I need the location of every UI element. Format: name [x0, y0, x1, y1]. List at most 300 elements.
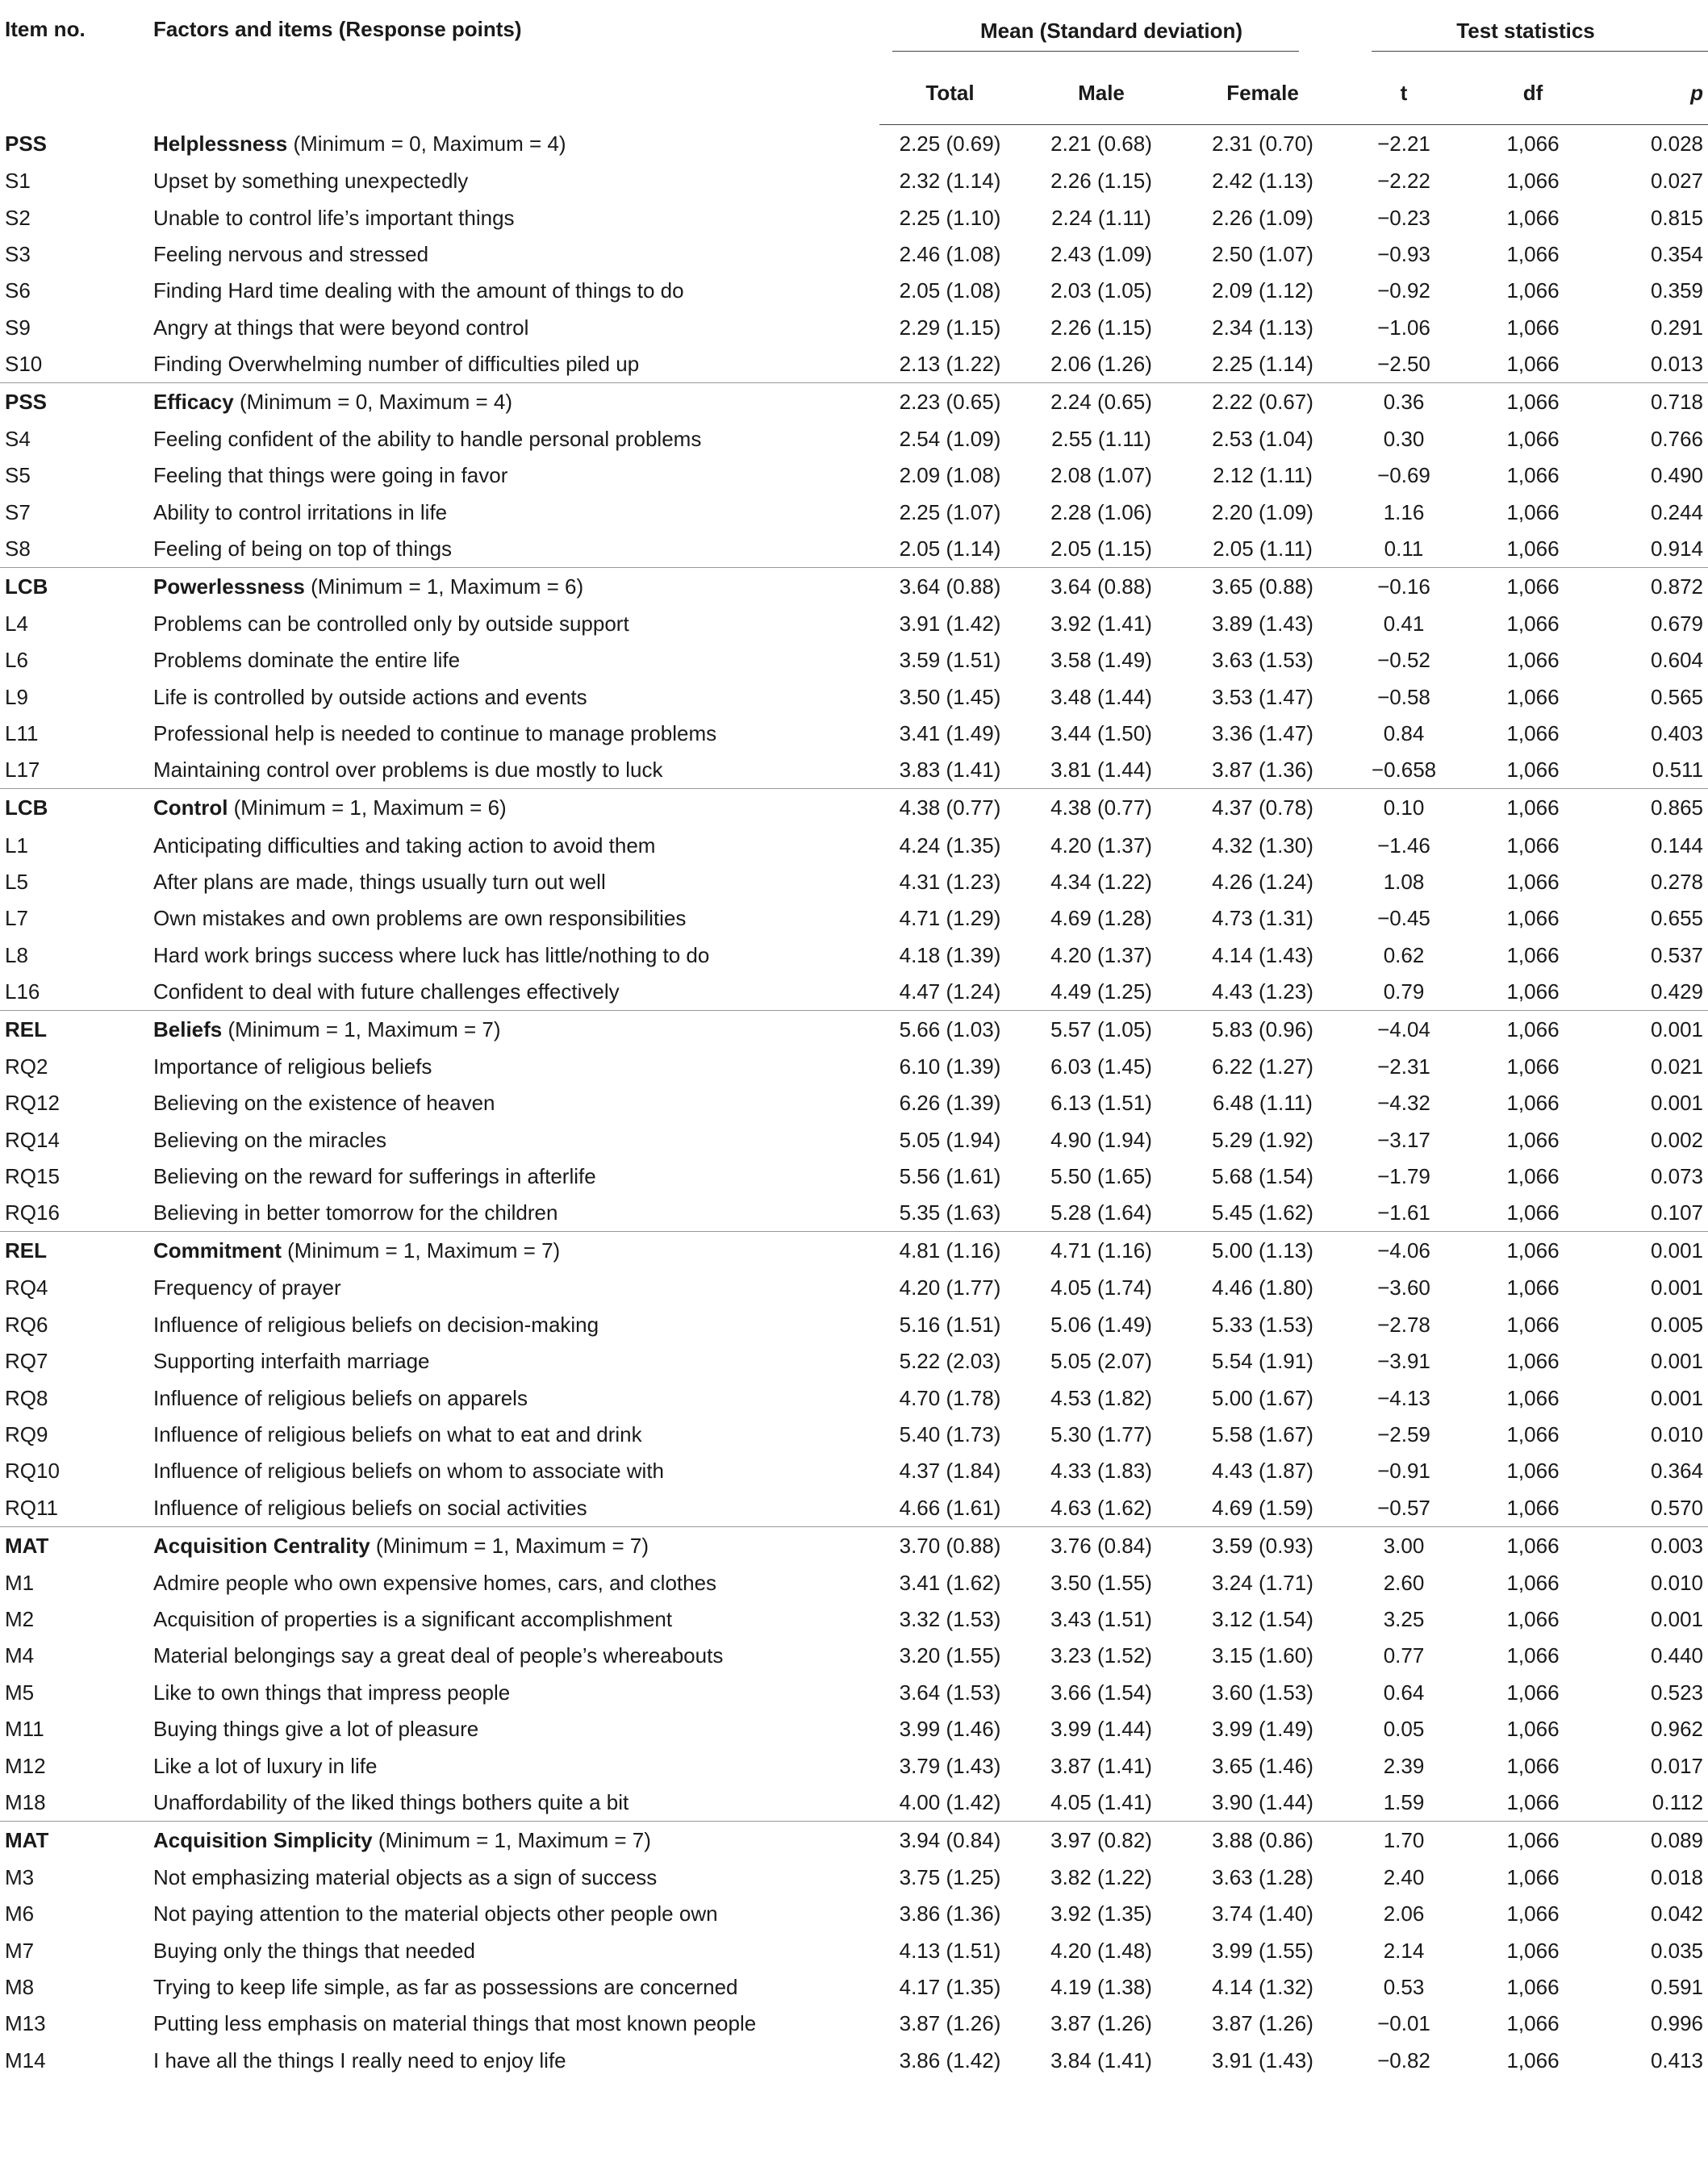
item-text: Finding Hard time dealing with the amount of things to do: [153, 278, 684, 303]
factor-p: 0.028: [1650, 131, 1704, 156]
item-p: 0.010: [1650, 1570, 1704, 1595]
item-total: 2.25 (1.07): [899, 499, 1001, 524]
item-total: 3.99 (1.46): [899, 1717, 1001, 1742]
factor-name: Acquisition Centrality: [153, 1533, 370, 1558]
item-df: 1,066: [1506, 241, 1560, 266]
item-male: 3.50 (1.55): [1050, 1570, 1152, 1595]
item-id: L17: [5, 758, 40, 783]
item-female: 6.22 (1.27): [1212, 1054, 1313, 1079]
item-t: −2.31: [1377, 1054, 1430, 1079]
item-id: S7: [5, 499, 31, 524]
item-text: Not paying attention to the material objects other people own: [153, 1901, 718, 1926]
item-p: 0.679: [1650, 612, 1704, 637]
item-male: 2.06 (1.26): [1050, 351, 1152, 376]
item-df: 1,066: [1506, 942, 1560, 967]
factor-t: 0.10: [1343, 789, 1464, 828]
item-id: RQ15: [5, 1164, 60, 1189]
item-id: L11: [5, 721, 39, 746]
mean-sd-rule: [892, 51, 1299, 52]
item-male: 4.20 (1.37): [1050, 942, 1152, 967]
factor-row: [0, 1526, 1708, 1565]
table-row: [0, 2043, 1708, 2079]
item-male: 3.82 (1.22): [1050, 1864, 1152, 1889]
item-female: 4.14 (1.43): [1212, 942, 1313, 967]
item-male: 4.53 (1.82): [1050, 1385, 1152, 1410]
item-total: 4.24 (1.35): [899, 833, 1001, 858]
item-text: Admire people who own expensive homes, cars, and clothes: [153, 1570, 717, 1595]
item-male: 3.92 (1.35): [1050, 1901, 1152, 1926]
factor-cell: [153, 125, 879, 164]
item-text: Acquisition of properties is a significant accomplishment: [153, 1607, 673, 1632]
item-p: 0.766: [1650, 427, 1704, 452]
item-df: 1,066: [1506, 721, 1560, 746]
factor-row: [0, 1821, 1708, 1860]
item-p: 0.073: [1650, 1164, 1704, 1189]
table-row: [0, 163, 1708, 199]
item-df: 1,066: [1506, 1385, 1560, 1410]
item-t: 0.53: [1383, 1975, 1425, 2000]
item-t: −0.658: [1371, 758, 1437, 783]
item-total: 3.86 (1.36): [899, 1901, 1001, 1926]
item-text: Feeling confident of the ability to handle personal problems: [153, 427, 702, 452]
factor-range: (Minimum = 1, Maximum = 7): [281, 1238, 561, 1263]
item-text: Feeling that things were going in favor: [153, 463, 508, 488]
item-t: 0.62: [1383, 942, 1425, 967]
item-text: Supporting interfaith marriage: [153, 1349, 430, 1374]
item-text: Material belongings say a great deal of people’s whereabouts: [153, 1643, 724, 1668]
scale-code: PSS: [5, 131, 48, 156]
item-t: −0.82: [1377, 2048, 1430, 2073]
item-t: 0.77: [1383, 1643, 1425, 1668]
factor-female: 2.22 (0.67): [1182, 382, 1343, 421]
item-text: Unable to control life’s important things: [153, 205, 515, 230]
factor-total: 2.25 (0.69): [899, 131, 1001, 156]
item-id: S3: [5, 241, 31, 266]
item-df: 1,066: [1506, 427, 1560, 452]
t-header: t: [1343, 61, 1464, 125]
item-t: −1.61: [1377, 1200, 1430, 1225]
item-df: 1,066: [1506, 1864, 1560, 1889]
item-id: RQ2: [5, 1054, 48, 1079]
item-t: 0.11: [1384, 536, 1424, 561]
item-df: 1,066: [1506, 1349, 1560, 1374]
item-total: 4.70 (1.78): [899, 1385, 1001, 1410]
item-id: L6: [5, 648, 28, 673]
item-female: 5.58 (1.67): [1212, 1422, 1313, 1447]
item-id: RQ10: [5, 1459, 60, 1484]
item-male: 4.33 (1.83): [1050, 1459, 1152, 1484]
item-female: 2.42 (1.13): [1212, 169, 1313, 194]
factor-female: 4.37 (0.78): [1182, 789, 1343, 828]
item-total: 3.32 (1.53): [899, 1607, 1001, 1632]
item-male: 4.90 (1.94): [1050, 1127, 1152, 1152]
item-id: S2: [5, 205, 31, 230]
item-id: M6: [5, 1901, 35, 1926]
item-total: 3.86 (1.42): [899, 2048, 1001, 2073]
item-p: 0.354: [1650, 241, 1704, 266]
item-p: 0.018: [1650, 1864, 1704, 1889]
item-male: 4.34 (1.22): [1050, 869, 1152, 894]
item-id: L1: [5, 833, 28, 858]
item-t: −0.52: [1377, 648, 1430, 673]
item-id: L4: [5, 612, 28, 637]
factor-t: −0.16: [1343, 567, 1464, 606]
item-df: 1,066: [1506, 1901, 1560, 1926]
item-total: 4.47 (1.24): [899, 979, 1001, 1004]
item-text: Believing in better tomorrow for the children: [153, 1200, 558, 1225]
item-p: 0.570: [1650, 1495, 1704, 1520]
item-female: 3.53 (1.47): [1212, 684, 1313, 709]
item-male: 3.66 (1.54): [1050, 1680, 1152, 1705]
factor-row: [0, 125, 1708, 164]
item-t: −0.91: [1377, 1459, 1430, 1484]
item-text: I have all the things I really need to enjoy life: [153, 2048, 566, 2073]
factor-p: 0.089: [1602, 1821, 1708, 1860]
item-t: 1.08: [1383, 869, 1425, 894]
item-total: 5.16 (1.51): [899, 1312, 1001, 1337]
item-t: −2.22: [1377, 169, 1430, 194]
item-total: 4.71 (1.29): [899, 906, 1001, 931]
item-text: Finding Overwhelming number of difficulties piled up: [153, 351, 640, 376]
factor-row: [0, 567, 1708, 606]
item-df: 1,066: [1506, 1717, 1560, 1742]
item-p: 0.815: [1650, 205, 1704, 230]
item-df: 1,066: [1506, 1607, 1560, 1632]
factor-total: 3.64 (0.88): [879, 567, 1021, 606]
item-female: 3.63 (1.28): [1212, 1864, 1313, 1889]
item-t: 2.60: [1383, 1570, 1425, 1595]
table-row: [0, 864, 1708, 900]
item-total: 4.31 (1.23): [899, 869, 1001, 894]
table-row: [0, 827, 1708, 863]
item-text: Buying things give a lot of pleasure: [153, 1717, 479, 1742]
item-df: 1,066: [1506, 1312, 1560, 1337]
item-total: 3.59 (1.51): [899, 648, 1001, 673]
item-df: 1,066: [1506, 1643, 1560, 1668]
item-total: 2.09 (1.08): [899, 463, 1001, 488]
table-row: [0, 1158, 1708, 1195]
item-t: −0.69: [1377, 463, 1430, 488]
item-total: 2.05 (1.08): [899, 278, 1001, 303]
item-p: 0.413: [1650, 2048, 1704, 2073]
table-row: [0, 1969, 1708, 2006]
item-id: L16: [5, 979, 40, 1004]
item-male: 3.58 (1.49): [1050, 648, 1152, 673]
item-df: 1,066: [1506, 351, 1560, 376]
item-male: 3.44 (1.50): [1050, 721, 1152, 746]
factor-total: 5.66 (1.03): [879, 1010, 1021, 1049]
item-text: Problems can be controlled only by outside support: [153, 612, 629, 637]
item-p: 0.429: [1650, 979, 1704, 1004]
table-header: [0, 0, 1708, 125]
item-df: 1,066: [1506, 2048, 1560, 2073]
test-stats-header: [1343, 0, 1708, 61]
item-df: 1,066: [1506, 499, 1560, 524]
item-male: 2.05 (1.15): [1050, 536, 1152, 561]
item-male: 3.87 (1.26): [1050, 2011, 1152, 2036]
item-t: −3.91: [1377, 1349, 1430, 1374]
item-text: Professional help is needed to continue to manage problems: [153, 721, 717, 746]
item-t: −0.57: [1377, 1495, 1430, 1520]
item-male: 6.03 (1.45): [1050, 1054, 1152, 1079]
item-male: 5.28 (1.64): [1050, 1200, 1152, 1225]
scale-code: LCB: [0, 789, 153, 828]
item-male: 2.26 (1.15): [1050, 169, 1152, 194]
item-t: 1.16: [1383, 499, 1425, 524]
factor-total: 4.81 (1.16): [879, 1232, 1021, 1271]
item-df: 1,066: [1506, 1054, 1560, 1079]
item-no-header: Item no.: [5, 17, 86, 41]
item-df: 1,066: [1506, 758, 1560, 783]
item-p: 0.655: [1650, 906, 1704, 931]
item-text: Like a lot of luxury in life: [153, 1753, 378, 1778]
item-df: 1,066: [1506, 1200, 1560, 1225]
factor-range: (Minimum = 1, Maximum = 7): [222, 1016, 501, 1041]
item-id: L9: [5, 684, 28, 709]
item-text: Not emphasizing material objects as a sign of success: [153, 1864, 658, 1889]
item-total: 6.26 (1.39): [899, 1091, 1001, 1116]
item-p: 0.013: [1650, 351, 1704, 376]
item-t: 0.79: [1383, 979, 1425, 1004]
item-t: 3.25: [1383, 1607, 1425, 1632]
item-total: 3.64 (1.53): [899, 1680, 1001, 1705]
factor-df: 1,066: [1464, 382, 1602, 421]
item-male: 3.87 (1.41): [1050, 1753, 1152, 1778]
item-df: 1,066: [1506, 979, 1560, 1004]
item-total: 5.22 (2.03): [899, 1349, 1001, 1374]
item-total: 5.05 (1.94): [899, 1127, 1001, 1152]
item-text: Trying to keep life simple, as far as possessions are concerned: [153, 1975, 738, 2000]
item-id: M1: [5, 1570, 35, 1595]
factor-df: 1,066: [1464, 1010, 1602, 1049]
factor-t: −4.04: [1343, 1010, 1464, 1049]
item-total: 2.46 (1.08): [899, 241, 1001, 266]
factor-cell: [153, 382, 879, 421]
item-p: 0.278: [1650, 869, 1704, 894]
item-p: 0.591: [1650, 1975, 1704, 2000]
item-p: 0.565: [1650, 684, 1704, 709]
item-male: 2.55 (1.11): [1051, 427, 1151, 452]
item-male: 4.05 (1.74): [1050, 1275, 1152, 1300]
item-id: S9: [5, 315, 31, 340]
factor-df: 1,066: [1464, 1821, 1602, 1860]
item-male: 2.28 (1.06): [1050, 499, 1152, 524]
item-p: 0.440: [1650, 1643, 1704, 1668]
factor-row: [0, 1010, 1708, 1049]
item-t: −0.45: [1377, 906, 1430, 931]
item-text: Angry at things that were beyond control: [153, 315, 529, 340]
item-p: 0.604: [1650, 648, 1704, 673]
table-row: [0, 531, 1708, 567]
item-df: 1,066: [1506, 1975, 1560, 2000]
item-df: 1,066: [1506, 315, 1560, 340]
table-row: [0, 2006, 1708, 2042]
item-text: Influence of religious beliefs on what to eat and drink: [153, 1422, 642, 1447]
item-male: 5.30 (1.77): [1050, 1422, 1152, 1447]
factor-t: 1.70: [1343, 1821, 1464, 1860]
item-df: 1,066: [1506, 1127, 1560, 1152]
item-male: 2.24 (1.11): [1051, 205, 1151, 230]
item-total: 2.32 (1.14): [899, 169, 1001, 194]
table-row: [0, 1638, 1708, 1674]
item-text: Maintaining control over problems is due mostly to luck: [153, 758, 663, 783]
item-male: 3.84 (1.41): [1050, 2048, 1152, 2073]
item-id: RQ6: [5, 1312, 48, 1337]
item-t: −2.59: [1377, 1422, 1430, 1447]
item-t: −0.93: [1377, 241, 1430, 266]
table-row: [0, 900, 1708, 937]
factors-header: Factors and items (Response points): [153, 17, 522, 41]
table-row: [0, 310, 1708, 346]
item-text: Life is controlled by outside actions and events: [153, 684, 587, 709]
item-female: 3.99 (1.49): [1212, 1717, 1313, 1742]
factor-row: [0, 789, 1708, 828]
item-p: 0.244: [1650, 499, 1704, 524]
item-text: Buying only the things that needed: [153, 1938, 475, 1963]
item-p: 0.005: [1650, 1312, 1704, 1337]
table-row: [0, 457, 1708, 494]
item-p: 0.027: [1650, 169, 1704, 194]
item-female: 3.89 (1.43): [1212, 612, 1313, 637]
item-df: 1,066: [1506, 833, 1560, 858]
item-t: 0.41: [1383, 612, 1425, 637]
table-row: [0, 1565, 1708, 1601]
item-female: 3.36 (1.47): [1212, 721, 1313, 746]
item-total: 4.17 (1.35): [899, 1975, 1001, 2000]
factor-p: 0.001: [1602, 1232, 1708, 1271]
item-female: 3.15 (1.60): [1212, 1643, 1313, 1668]
table-row: [0, 236, 1708, 273]
item-p: 0.112: [1652, 1789, 1704, 1814]
item-id: M5: [5, 1680, 35, 1705]
item-t: 2.14: [1383, 1938, 1425, 1963]
item-id: M11: [5, 1717, 44, 1742]
item-text: Frequency of prayer: [153, 1275, 341, 1300]
item-male: 4.63 (1.62): [1050, 1495, 1152, 1520]
item-p: 0.144: [1650, 833, 1704, 858]
table-row: [0, 1380, 1708, 1416]
item-total: 3.41 (1.49): [899, 721, 1001, 746]
factor-range: (Minimum = 0, Maximum = 4): [233, 389, 513, 414]
factor-df: 1,066: [1464, 1232, 1602, 1271]
factor-p: 0.001: [1602, 1010, 1708, 1049]
item-t: −4.13: [1377, 1385, 1430, 1410]
item-p: 0.359: [1650, 278, 1704, 303]
item-total: 2.29 (1.15): [899, 315, 1001, 340]
item-p: 0.996: [1650, 2011, 1704, 2036]
item-total: 2.13 (1.22): [899, 351, 1001, 376]
item-t: −1.06: [1377, 315, 1430, 340]
table-row: [0, 421, 1708, 457]
mean-sd-label: Mean (Standard deviation): [979, 18, 1243, 43]
table-row: [0, 752, 1708, 788]
item-female: 5.33 (1.53): [1212, 1312, 1313, 1337]
item-df: 1,066: [1506, 278, 1560, 303]
item-df: 1,066: [1506, 1938, 1560, 1963]
item-female: 6.48 (1.11): [1213, 1091, 1313, 1116]
item-female: 4.43 (1.87): [1212, 1459, 1313, 1484]
item-female: 3.74 (1.40): [1212, 1901, 1313, 1926]
item-female: 3.65 (1.46): [1212, 1753, 1313, 1778]
item-id: M3: [5, 1864, 35, 1889]
item-male: 4.05 (1.41): [1050, 1789, 1152, 1814]
item-t: 0.64: [1383, 1680, 1425, 1705]
item-total: 5.40 (1.73): [899, 1422, 1001, 1447]
factor-row: [0, 1232, 1708, 1271]
item-male: 3.48 (1.44): [1050, 684, 1152, 709]
item-total: 2.05 (1.14): [899, 536, 1001, 561]
item-female: 5.29 (1.92): [1212, 1127, 1313, 1152]
item-total: 5.35 (1.63): [899, 1200, 1001, 1225]
item-total: 3.20 (1.55): [899, 1643, 1001, 1668]
table-row: [0, 1933, 1708, 1969]
item-t: 2.06: [1383, 1901, 1425, 1926]
table-row: [0, 606, 1708, 642]
item-male: 4.20 (1.37): [1050, 833, 1152, 858]
table-row: [0, 199, 1708, 236]
item-male: 2.43 (1.09): [1050, 241, 1152, 266]
item-id: M7: [5, 1938, 35, 1963]
item-female: 2.53 (1.04): [1212, 427, 1313, 452]
item-female: 3.24 (1.71): [1212, 1570, 1313, 1595]
item-female: 5.54 (1.91): [1212, 1349, 1313, 1374]
table-row: [0, 679, 1708, 716]
item-t: −1.79: [1377, 1164, 1430, 1189]
item-text: Feeling of being on top of things: [153, 536, 453, 561]
item-p: 0.021: [1650, 1054, 1704, 1079]
item-female: 5.00 (1.67): [1212, 1385, 1313, 1410]
table-row: [0, 1307, 1708, 1343]
item-df: 1,066: [1506, 1753, 1560, 1778]
item-female: 3.12 (1.54): [1212, 1607, 1313, 1632]
table-row: [0, 1453, 1708, 1489]
item-text: Upset by something unexpectedly: [153, 169, 469, 194]
factor-df: 1,066: [1506, 131, 1560, 156]
item-text: Believing on the miracles: [153, 1127, 387, 1152]
item-male: 3.43 (1.51): [1050, 1607, 1152, 1632]
table-row: [0, 1195, 1708, 1231]
item-p: 0.523: [1650, 1680, 1704, 1705]
item-p: 0.001: [1650, 1385, 1704, 1410]
item-t: −2.50: [1377, 351, 1430, 376]
item-id: S4: [5, 427, 31, 452]
table-body: [0, 125, 1708, 2080]
item-text: Own mistakes and own problems are own responsibilities: [153, 906, 687, 931]
item-total: 4.66 (1.61): [899, 1495, 1001, 1520]
scale-code: PSS: [0, 382, 153, 421]
table-row: [0, 346, 1708, 382]
item-male: 4.20 (1.48): [1050, 1938, 1152, 1963]
item-p: 0.490: [1650, 463, 1704, 488]
factor-male: 3.97 (0.82): [1021, 1821, 1182, 1860]
factor-range: (Minimum = 0, Maximum = 4): [287, 131, 566, 156]
table-row: [0, 974, 1708, 1010]
item-p: 0.537: [1650, 942, 1704, 967]
item-id: M4: [5, 1643, 35, 1668]
factor-cell: [153, 1232, 879, 1271]
item-df: 1,066: [1506, 869, 1560, 894]
item-t: 1.59: [1383, 1789, 1425, 1814]
item-t: −3.60: [1377, 1275, 1430, 1300]
item-df: 1,066: [1506, 1275, 1560, 1300]
item-t: 0.05: [1383, 1717, 1425, 1742]
factor-t: 3.00: [1343, 1526, 1464, 1565]
factor-t: 0.36: [1343, 382, 1464, 421]
table-row: [0, 1122, 1708, 1158]
item-id: RQ4: [5, 1275, 48, 1300]
item-id: RQ16: [5, 1200, 60, 1225]
factor-male: 4.71 (1.16): [1021, 1232, 1182, 1271]
